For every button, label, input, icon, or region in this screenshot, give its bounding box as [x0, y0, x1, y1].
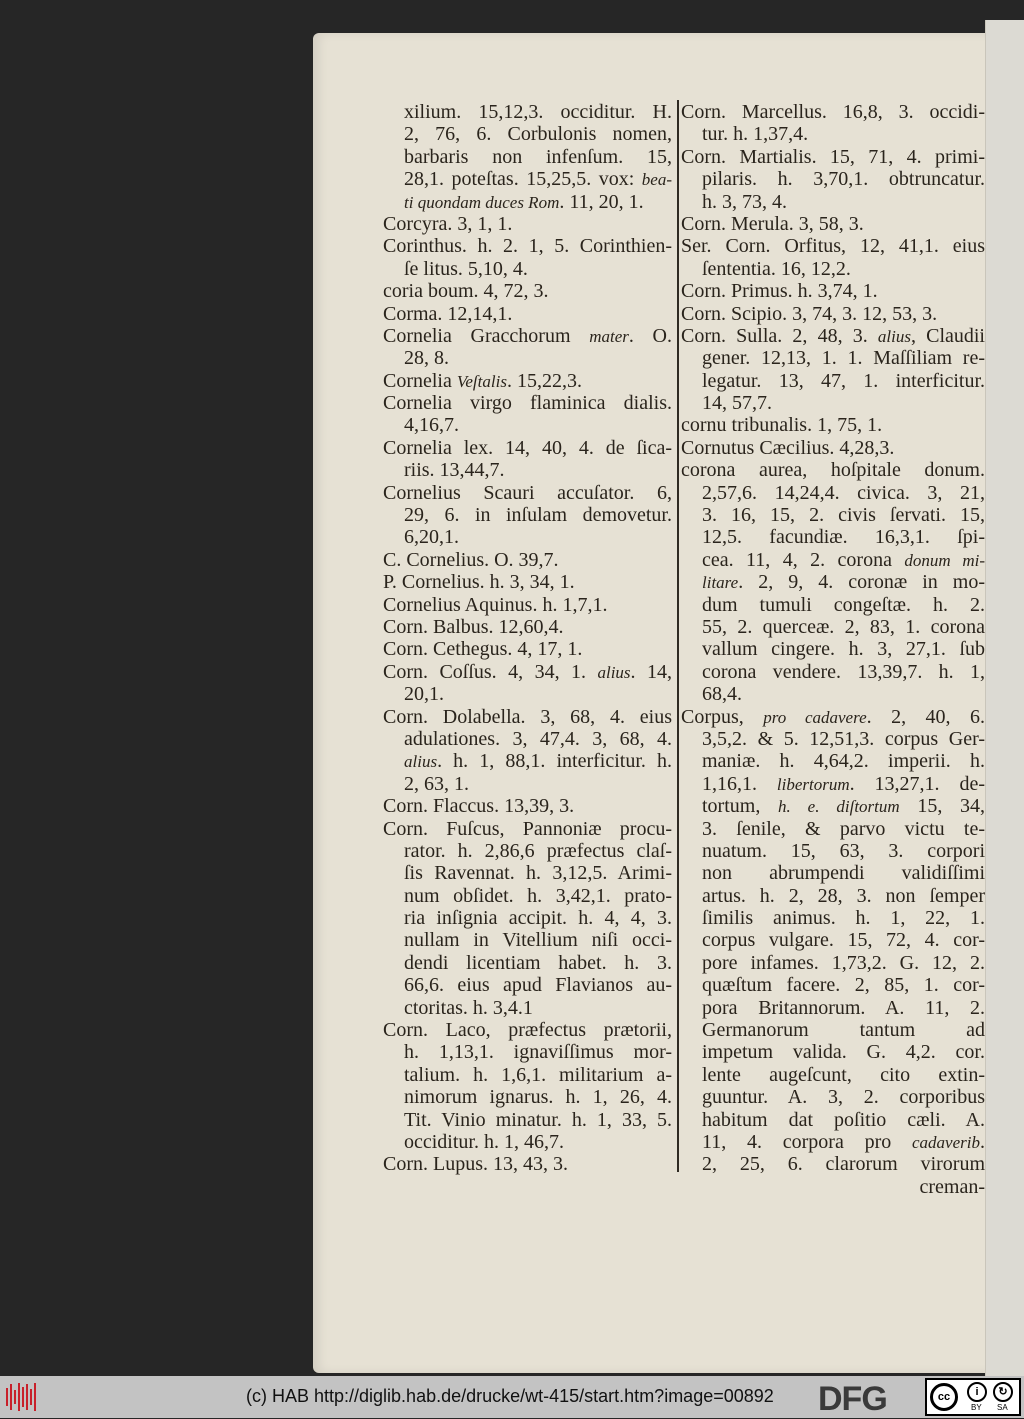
italic-text: bea-	[641, 170, 672, 190]
by-label: BY	[971, 1403, 982, 1412]
entry-line	[383, 347, 672, 369]
viewer-footer	[0, 1376, 1024, 1418]
entry-line	[681, 907, 985, 929]
entry-text: 55, 2. querceæ. 2, 83, 1. corona	[702, 615, 985, 638]
entry-line	[681, 123, 985, 145]
entry-line	[383, 235, 672, 257]
entry-line	[681, 347, 985, 369]
entry-text: Corinthus. h. 2. 1, 5. Corinthien-	[383, 235, 672, 258]
entry-line	[383, 638, 672, 660]
entry-text: Corn. Primus. h. 3,74, 1.	[681, 280, 878, 303]
entry-text: cea. 11, 4, 2. corona	[702, 548, 905, 571]
italic-text: alius	[404, 752, 438, 772]
sa-share-alike-icon: ↻	[993, 1382, 1013, 1402]
entry-line	[681, 1064, 985, 1086]
entry-line	[681, 1176, 985, 1198]
entry-line	[383, 303, 672, 325]
entry-line	[383, 1041, 672, 1063]
entry-text: pora Britannorum. A. 11, 2.	[702, 996, 985, 1019]
entry-text: 2,57,6. 14,24,4. civica. 3, 21,	[702, 481, 985, 504]
entry-line	[383, 325, 672, 347]
entry-line	[383, 1153, 672, 1175]
entry-text: xilium. 15,12,3. occiditur. H.	[404, 101, 672, 123]
entry-text: 1,16,1.	[702, 772, 777, 795]
entry-line	[383, 929, 672, 951]
entry-text: dum tumuli congeſtæ. h. 2.	[702, 593, 985, 616]
entry-text: 20,1.	[404, 683, 444, 706]
entry-line	[383, 459, 672, 481]
entry-line	[681, 706, 985, 728]
entry-line	[681, 683, 985, 705]
entry-line	[681, 974, 985, 996]
entry-text: rator. h. 2,86,6 præfectus claſ-	[404, 839, 672, 862]
entry-line	[681, 146, 985, 168]
entry-line	[681, 638, 985, 660]
entry-text: . O.	[628, 324, 672, 347]
hab-logo-icon	[6, 1382, 38, 1412]
index-entry	[383, 571, 672, 593]
entry-text: . 2, 9, 4. coronæ in mo-	[738, 571, 985, 594]
entry-text: tortum,	[702, 795, 778, 818]
entry-line	[383, 1064, 672, 1086]
entry-line	[383, 437, 672, 459]
index-entry	[681, 146, 985, 213]
entry-text: 3. ſenile, & parvo victu te-	[702, 817, 985, 840]
index-entry	[681, 303, 985, 325]
entry-text: corpus vulgare. 15, 72, 4. cor-	[702, 929, 985, 952]
entry-line	[383, 392, 672, 414]
entry-text: Corcyra. 3, 1, 1.	[383, 212, 513, 235]
entry-text: h. 1,13,1. ignaviſſimus mor-	[404, 1041, 672, 1064]
entry-text: pilaris. h. 3,70,1. obtruncatur.	[702, 168, 985, 191]
entry-text: Corma. 12,14,1.	[383, 302, 513, 325]
entry-text: legatur. 13, 47, 1. interficitur.	[702, 369, 985, 392]
entry-line	[383, 101, 672, 123]
entry-line	[383, 146, 672, 168]
entry-text: guuntur. A. 3, 2. corporibus	[702, 1086, 985, 1109]
entry-line	[681, 1153, 985, 1175]
entry-line	[383, 213, 672, 235]
italic-text: alius	[597, 662, 631, 682]
entry-line	[383, 370, 672, 392]
entry-line	[681, 997, 985, 1019]
entry-text: . 15,22,3.	[506, 369, 582, 392]
entry-text: Corn. Martialis. 15, 71, 4. primi-	[681, 145, 985, 168]
entry-line	[681, 482, 985, 504]
entry-line	[383, 907, 672, 929]
entry-text: Corn. Lupus. 13, 43, 3.	[383, 1153, 568, 1176]
entry-line	[681, 795, 985, 817]
entry-line	[681, 1109, 985, 1131]
index-entry	[383, 549, 672, 571]
index-entry	[681, 235, 985, 280]
entry-text: vallum cingere. h. 3, 27,1. ſub	[702, 638, 985, 661]
entry-text: num obſidet. h. 3,42,1. prato-	[404, 884, 672, 907]
italic-text: cadaverib	[912, 1132, 980, 1152]
entry-text: non abrumpendi validiſſimi	[702, 862, 985, 885]
dfg-logo: DFG	[818, 1380, 887, 1418]
cc-by-sa-license-badge[interactable]	[925, 1378, 1021, 1416]
index-entry	[383, 1019, 672, 1153]
entry-text: Cornelia lex. 14, 40, 4. de ſica-	[383, 436, 672, 459]
entry-text: Corn. Merula. 3, 58, 3.	[681, 212, 864, 235]
entry-text: occiditur. h. 1, 46,7.	[404, 1130, 564, 1153]
entry-text: habitum dat poſitio cæli. A.	[702, 1108, 985, 1131]
entry-text: riis. 13,44,7.	[404, 459, 505, 482]
entry-text: h. 3, 73, 4.	[702, 190, 787, 213]
entry-text: 12,5. facundiæ. 16,3,1. ſpi-	[702, 526, 985, 549]
index-entry	[681, 101, 985, 146]
entry-text: . 14,	[630, 660, 672, 683]
entry-text: nimorum ignarus. h. 1, 26, 4.	[404, 1086, 672, 1109]
index-entry	[383, 661, 672, 706]
entry-text: 6,20,1.	[404, 526, 459, 549]
entry-line	[383, 885, 672, 907]
entry-text: 3,5,2. & 5. 12,51,3. corpus Ger-	[702, 727, 985, 750]
entry-text: . 2, 40, 6.	[866, 705, 985, 728]
index-entry	[681, 459, 985, 705]
entry-line	[383, 482, 672, 504]
entry-line	[383, 773, 672, 795]
entry-text: corona vendere. 13,39,7. h. 1,	[702, 660, 985, 683]
entry-text: 14, 57,7.	[702, 392, 772, 415]
entry-text: barbaris non infenſum. 15,	[404, 145, 672, 168]
index-entry	[383, 213, 672, 235]
entry-text: .	[980, 1130, 985, 1153]
index-entry	[383, 795, 672, 817]
entry-line	[681, 258, 985, 280]
entry-line	[383, 706, 672, 728]
cc-icon: cc	[930, 1383, 958, 1411]
entry-text: Corn. Fuſcus, Pannoniæ procu-	[383, 817, 672, 840]
entry-text: 66,6. eius apud Flavianos au-	[404, 974, 672, 997]
italic-text: alius	[877, 326, 911, 346]
entry-text: . 11, 20, 1.	[559, 190, 644, 213]
index-entry	[681, 213, 985, 235]
entry-line	[681, 526, 985, 548]
entry-text: ſis Ravennat. h. 3,12,5. Arimi-	[404, 862, 672, 885]
italic-text: pro cadavere	[763, 707, 867, 727]
entry-text: 2, 25, 6. clarorum virorum	[702, 1153, 985, 1176]
entry-line	[383, 258, 672, 280]
entry-line	[383, 1109, 672, 1131]
entry-line	[681, 1019, 985, 1041]
entry-text: Cornelia	[383, 369, 457, 392]
entry-text: Corn. Marcellus. 16,8, 3. occidi-	[681, 101, 985, 123]
entry-text: Ser. Corn. Orfitus, 12, 41,1. eius	[681, 235, 985, 258]
entry-line	[681, 818, 985, 840]
entry-line	[383, 549, 672, 571]
entry-text: Corpus,	[681, 705, 764, 728]
entry-text: 2, 76, 6. Corbulonis nomen,	[404, 123, 672, 146]
entry-text: 28, 8.	[404, 347, 449, 370]
index-entry	[681, 280, 985, 302]
entry-line	[383, 840, 672, 862]
entry-line	[681, 549, 985, 571]
entry-text: nullam in Vitellium niſi occi-	[404, 929, 672, 952]
entry-text: cornu tribunalis. 1, 75, 1.	[681, 414, 883, 437]
entry-text: adulationes. 3, 47,4. 3, 68, 4.	[404, 727, 672, 750]
entry-line	[681, 392, 985, 414]
index-entry	[383, 616, 672, 638]
index-entry	[383, 325, 672, 370]
entry-text: 2, 63, 1.	[404, 772, 469, 795]
entry-text: tur. h. 1,37,4.	[702, 123, 809, 146]
entry-text: 29, 6. in inſulam demovetur.	[404, 504, 672, 527]
entry-line	[681, 437, 985, 459]
entry-text: P. Cornelius. h. 3, 34, 1.	[383, 571, 575, 594]
entry-text: 28,1. poteſtas. 15,25,5. vox:	[404, 168, 642, 191]
entry-line	[681, 370, 985, 392]
entry-text: corona aurea, hoſpitale donum.	[681, 459, 985, 482]
entry-line	[383, 1086, 672, 1108]
entry-text: Germanorum tantum ad	[702, 1019, 985, 1042]
entry-text: talium. h. 1,6,1. militarium a-	[404, 1063, 672, 1086]
entry-line	[383, 952, 672, 974]
entry-text: impetum valida. G. 4,2. cor.	[702, 1041, 985, 1064]
index-entry	[383, 1153, 672, 1175]
entry-text: artus. h. 2, 28, 3. non ſemper	[702, 884, 985, 907]
entry-line	[383, 1131, 672, 1153]
sa-label: SA	[997, 1403, 1008, 1412]
entry-line	[681, 571, 985, 593]
entry-line	[383, 526, 672, 548]
entry-text: 4,16,7.	[404, 414, 459, 437]
entry-text: Cornutus Cæcilius. 4,28,3.	[681, 436, 895, 459]
entry-text: ria inſignia accipit. h. 4, 4, 3.	[404, 907, 672, 930]
index-column-left	[383, 101, 672, 1176]
entry-text: Corn. Flaccus. 13,39, 3.	[383, 795, 575, 818]
entry-text: , Claudii	[910, 324, 985, 347]
italic-text: libertorum	[776, 774, 850, 794]
italic-text: donum mi-	[904, 550, 985, 570]
entry-text: Corn. Balbus. 12,60,4.	[383, 615, 564, 638]
entry-text: Cornelius Scauri accuſator. 6,	[383, 481, 672, 504]
entry-text: C. Cornelius. O. 39,7.	[383, 548, 559, 571]
index-entry	[383, 706, 672, 796]
entry-line	[383, 123, 672, 145]
italic-text: mater	[589, 326, 629, 346]
entry-line	[383, 862, 672, 884]
entry-text: Corn. Coſſus. 4, 34, 1.	[383, 660, 598, 683]
entry-line	[383, 997, 672, 1019]
index-entry	[383, 370, 672, 392]
entry-line	[681, 773, 985, 795]
entry-text: ſe litus. 5,10, 4.	[404, 257, 528, 280]
entry-line	[681, 929, 985, 951]
entry-line	[681, 750, 985, 772]
index-entry	[383, 392, 672, 437]
entry-line	[383, 616, 672, 638]
index-entry	[383, 482, 672, 549]
index-entry	[383, 235, 672, 280]
entry-text: Corn. Scipio. 3, 74, 3. 12, 53, 3.	[681, 302, 938, 325]
entry-line	[383, 280, 672, 302]
entry-line	[383, 1019, 672, 1041]
entry-text: . h. 1, 88,1. interficitur. h.	[437, 750, 672, 773]
index-entry	[383, 818, 672, 1020]
entry-text: ſententia. 16, 12,2.	[702, 257, 851, 280]
italic-text: h. e. diſtortum	[778, 797, 900, 817]
entry-text: quæſtum facere. 2, 85, 1. cor-	[702, 974, 985, 997]
entry-text: dendi licentiam habet. h. 3.	[404, 951, 672, 974]
entry-text: ſimilis animus. h. 1, 22, 1.	[702, 907, 985, 930]
entry-text: pore infames. 1,73,2. G. 12, 2.	[702, 951, 985, 974]
entry-text: gener. 12,13, 1. 1. Maſſiliam re-	[702, 347, 985, 370]
entry-text: nuatum. 15, 63, 3. corpori	[702, 839, 985, 862]
entry-text: Tit. Vinio minatur. h. 1, 33, 5.	[404, 1108, 672, 1131]
entry-text: Cornelius Aquinus. h. 1,7,1.	[383, 593, 608, 616]
entry-line	[681, 594, 985, 616]
entry-line	[681, 885, 985, 907]
entry-line	[681, 101, 985, 123]
entry-line	[681, 728, 985, 750]
entry-text: Corn. Laco, præfectus prætorii,	[383, 1019, 672, 1042]
index-entry	[383, 437, 672, 482]
entry-line	[681, 504, 985, 526]
entry-text: Corn. Dolabella. 3, 68, 4. eius	[383, 705, 672, 728]
entry-line	[681, 235, 985, 257]
entry-text: Corn. Sulla. 2, 48, 3.	[681, 324, 878, 347]
entry-line	[383, 750, 672, 772]
by-attribution-icon: i	[967, 1382, 987, 1402]
entry-line	[681, 280, 985, 302]
index-entry	[383, 303, 672, 325]
entry-line	[383, 571, 672, 593]
entry-text: coria boum. 4, 72, 3.	[383, 280, 549, 303]
entry-line	[681, 325, 985, 347]
entry-text: Cornelia virgo flaminica dialis.	[383, 392, 672, 415]
entry-line	[383, 795, 672, 817]
entry-line	[681, 414, 985, 436]
entry-line	[681, 1131, 985, 1153]
index-entry	[383, 280, 672, 302]
entry-line	[681, 459, 985, 481]
entry-line	[383, 974, 672, 996]
entry-line	[681, 840, 985, 862]
index-entry	[681, 706, 985, 1199]
entry-text: creman-	[919, 1175, 985, 1198]
entry-line	[383, 594, 672, 616]
entry-line	[681, 952, 985, 974]
entry-text: maniæ. h. 4,64,2. imperii. h.	[702, 750, 985, 773]
entry-line	[681, 191, 985, 213]
index-entry	[383, 638, 672, 660]
italic-text: litare	[702, 573, 739, 593]
entry-line	[681, 862, 985, 884]
entry-line	[681, 213, 985, 235]
entry-line	[681, 168, 985, 190]
entry-text: 3. 16, 15, 2. civis ſervati. 15,	[702, 504, 985, 527]
entry-text: . 13,27,1. de-	[849, 772, 985, 795]
index-entry	[681, 437, 985, 459]
index-entry	[383, 101, 672, 213]
entry-text: ctoritas. h. 3,4.1	[404, 996, 533, 1019]
next-page-edge	[985, 20, 1024, 1376]
entry-line	[681, 1086, 985, 1108]
entry-line	[383, 728, 672, 750]
entry-text: lente augeſcunt, cito extin-	[702, 1063, 985, 1086]
column-divider	[677, 100, 679, 1172]
entry-line	[681, 661, 985, 683]
entry-line	[383, 168, 672, 190]
italic-text: ti quondam duces Rom	[404, 192, 560, 212]
entry-line	[681, 303, 985, 325]
index-entry	[681, 414, 985, 436]
entry-line	[383, 683, 672, 705]
entry-line	[383, 661, 672, 683]
entry-line	[383, 414, 672, 436]
index-column-right	[681, 101, 985, 1198]
index-entry	[681, 325, 985, 415]
entry-text: 15, 34,	[899, 795, 985, 818]
entry-line	[681, 1041, 985, 1063]
italic-text: Veſtalis	[456, 371, 507, 391]
entry-line	[383, 818, 672, 840]
entry-text: 11, 4. corpora pro	[702, 1130, 913, 1153]
entry-line	[383, 504, 672, 526]
entry-line	[383, 191, 672, 213]
index-entry	[383, 594, 672, 616]
entry-line	[681, 616, 985, 638]
copyright-link[interactable]: (c) HAB http://diglib.hab.de/drucke/wt-415/start.htm?image=00892	[246, 1386, 774, 1406]
entry-text: 68,4.	[702, 683, 742, 706]
entry-text: Corn. Cethegus. 4, 17, 1.	[383, 638, 583, 661]
entry-text: Cornelia Gracchorum	[383, 324, 590, 347]
